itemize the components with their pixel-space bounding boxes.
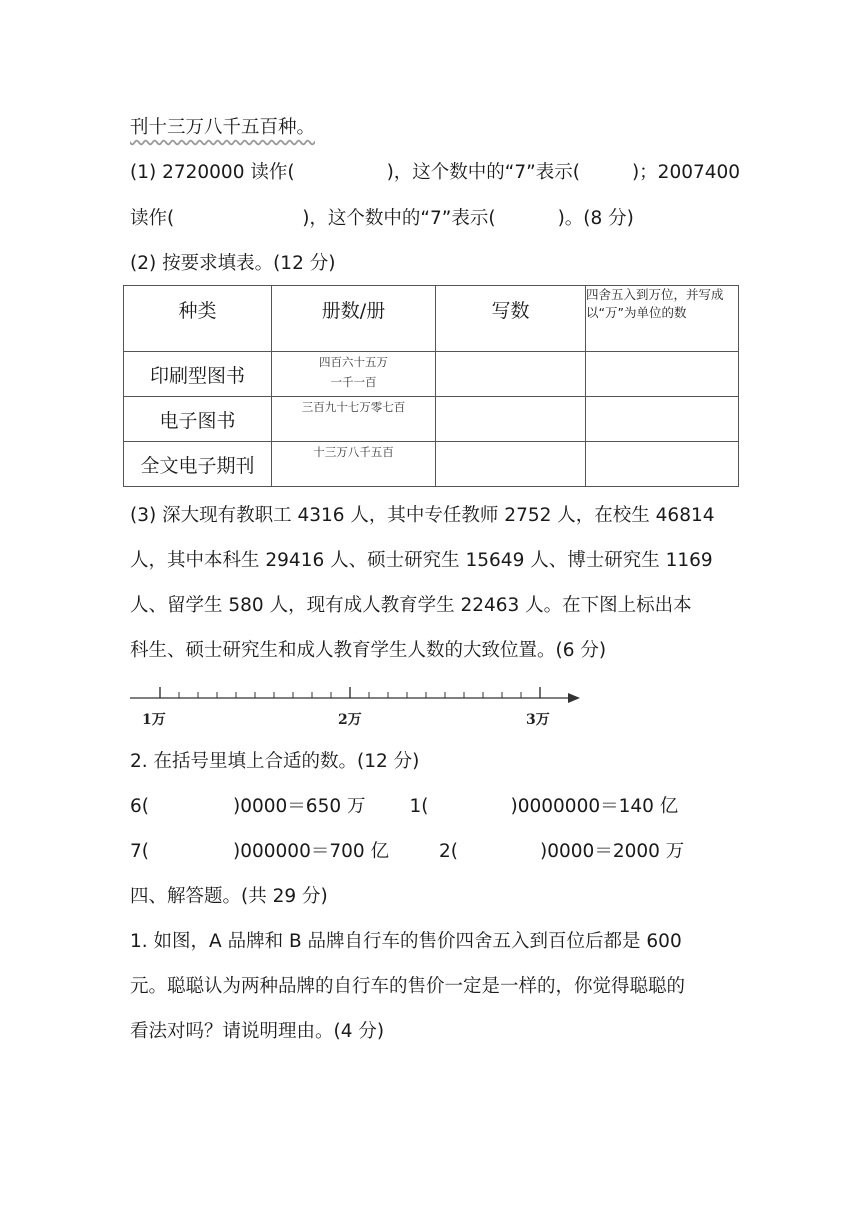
- round-answer-cell[interactable]: [586, 352, 739, 397]
- kind-cell: 印刷型图书: [124, 352, 272, 397]
- number-line-ticks: [130, 687, 572, 698]
- count-line2: 一千一百: [330, 375, 377, 389]
- q1-line2-c: )。(8 分): [557, 208, 634, 229]
- s2-a2: )0000＝650 万: [233, 796, 366, 817]
- write-answer-cell[interactable]: [436, 442, 586, 487]
- s2-b2: )0000000＝140 亿: [510, 796, 679, 817]
- q2-title: (2) 按要求填表。(12 分): [130, 253, 336, 274]
- count-line1: 四百六十五万: [319, 355, 388, 369]
- table-header-row: [124, 286, 739, 352]
- top-line: 刊十三万八千五百种。: [130, 117, 316, 138]
- count-line1: 三百九十七万零七百: [301, 400, 406, 414]
- s2-d1: 2(: [439, 841, 459, 862]
- q1-line2-b: )，这个数中的“7”表示(: [302, 208, 496, 229]
- q1-line1-c: )；2007400: [631, 162, 741, 183]
- q3-line-4: 科生、硕士研究生和成人教育学生人数的大致位置。(6 分): [130, 640, 607, 661]
- s4-line-3: 看法对吗？请说明理由。(4 分): [130, 1021, 385, 1042]
- number-line[interactable]: [128, 682, 588, 732]
- count-line1: 十三万八千五百: [313, 445, 394, 459]
- count-cell: [272, 397, 436, 442]
- round-answer-cell[interactable]: [586, 397, 739, 442]
- header-write: 写数: [436, 286, 586, 352]
- q1-line-1: [130, 161, 740, 185]
- q1-line1-b: )，这个数中的“7”表示(: [386, 162, 580, 183]
- s2-row-2: [130, 840, 684, 864]
- s4-line-2: 元。聪聪认为两种品牌的自行车的售价一定是一样的，你觉得聪聪的: [130, 976, 686, 997]
- number-line-label-2: 2万: [338, 712, 362, 728]
- s2-c1: 7(: [130, 841, 149, 862]
- number-line-label-1: 1万: [142, 712, 166, 728]
- s4-title: 四、解答题。(共 29 分): [130, 886, 328, 907]
- q3-line-3: 人、留学生 580 人，现有成人教育学生 22463 人。在下图上标出本: [130, 595, 692, 616]
- q1-line1-a: (1) 2720000 读作(: [130, 162, 295, 183]
- s2-d2: )0000＝2000 万: [540, 841, 685, 862]
- table-row: [124, 397, 739, 442]
- count-cell: [272, 442, 436, 487]
- arrow-head-icon: [568, 693, 580, 703]
- count-cell: [272, 352, 436, 397]
- q1-line2-a: 读作(: [130, 208, 175, 229]
- q1-line-2: [130, 207, 634, 231]
- fill-table: [123, 285, 739, 487]
- kind-cell: 全文电子期刊: [124, 442, 272, 487]
- s2-b1: 1(: [409, 796, 429, 817]
- header-round: 四舍五入到万位，并写成以“万”为单位的数: [586, 286, 739, 352]
- s2-title: 2. 在括号里填上合适的数。(12 分): [130, 751, 420, 772]
- s2-a1: 6(: [130, 796, 149, 817]
- table-row: [124, 442, 739, 487]
- header-kind: 种类: [124, 286, 272, 352]
- q3-line-2: 人，其中本科生 29416 人、硕士研究生 15649 人、博士研究生 1169: [130, 550, 713, 571]
- write-answer-cell[interactable]: [436, 352, 586, 397]
- header-count: 册数/册: [272, 286, 436, 352]
- number-line-label-3: 3万: [526, 712, 550, 728]
- write-answer-cell[interactable]: [436, 397, 586, 442]
- s4-line-1: 1. 如图，A 品牌和 B 品牌自行车的售价四舍五入到百位后都是 600: [130, 931, 682, 952]
- s2-c2: )000000＝700 亿: [233, 841, 390, 862]
- table-row: [124, 352, 739, 397]
- q3-line-1: (3) 深大现有教职工 4316 人，其中专任教师 2752 人，在校生 46814: [130, 505, 715, 526]
- kind-cell: 电子图书: [124, 397, 272, 442]
- round-answer-cell[interactable]: [586, 442, 739, 487]
- s2-row-1: [130, 795, 678, 819]
